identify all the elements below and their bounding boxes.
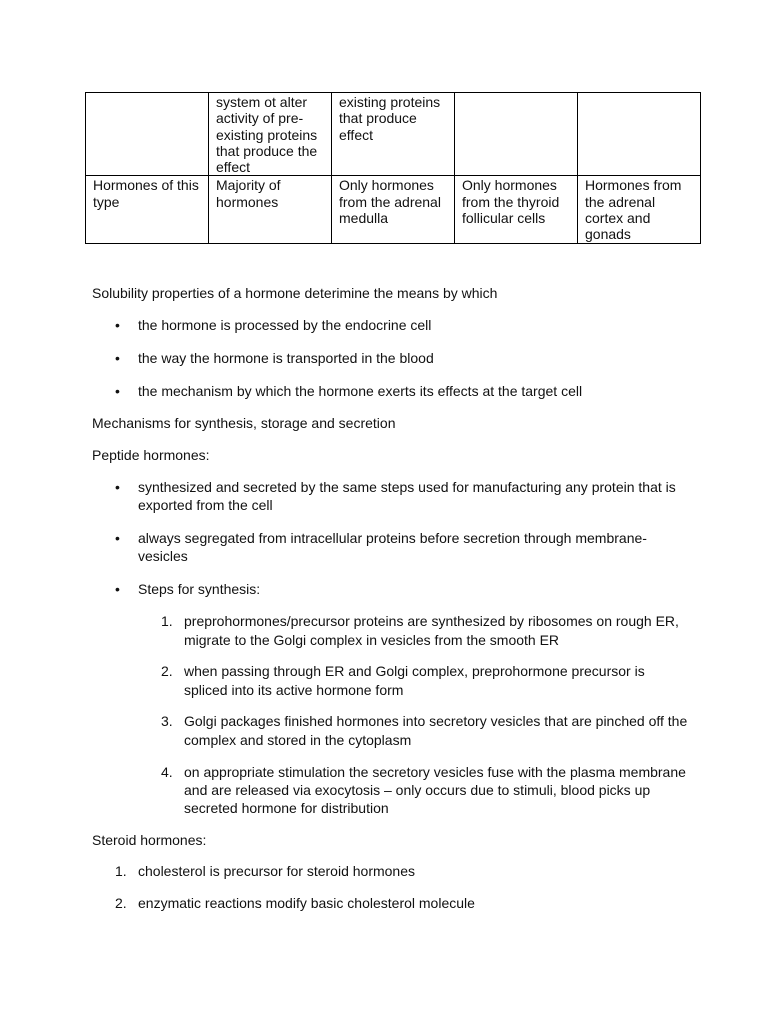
list-item-continuation: vesicles (138, 548, 188, 564)
list-item: the way the hormone is transported in the blood (138, 350, 434, 366)
table-cell: system ot alter activity of pre- existing proteins that produce the effect (209, 93, 332, 176)
list-item: Steps for synthesis: (138, 581, 261, 597)
step-text: when passing through ER and Golgi complex, preprohormone precursor is (184, 663, 645, 679)
list-item: synthesized and secreted by the same steps used for manufacturing any protein that is (138, 479, 676, 495)
bullet-icon: • (115, 530, 120, 546)
step-text: secreted hormone for distribution (184, 800, 389, 816)
bullet-icon: • (115, 350, 120, 366)
step-text: complex and stored in the cytoplasm (184, 732, 412, 748)
list-item: the mechanism by which the hormone exerts its effects at the target cell (138, 383, 583, 399)
step-text: migrate to the Golgi complex in vesicles from the smooth ER (184, 632, 560, 648)
bullet-icon: • (115, 479, 120, 495)
step-number: 2. (161, 663, 173, 679)
bullet-icon: • (115, 581, 120, 597)
step-number: 4. (161, 764, 173, 780)
table-cell: Only hormones from the adrenal medulla (332, 176, 455, 243)
table-cell: Only hormones from the thyroid follicular cells (455, 176, 578, 243)
table-cell (455, 93, 578, 176)
bullet-icon: • (115, 317, 120, 333)
section-heading: Mechanisms for synthesis, storage and secretion (92, 415, 396, 431)
step-text: Golgi packages finished hormones into secretory vesicles that are pinched off the (184, 713, 688, 729)
table-cell: Hormones from the adrenal cortex and gonads (578, 176, 701, 243)
table-cell: existing proteins that produce effect (332, 93, 455, 176)
table-cell (578, 93, 701, 176)
step-text: and are released via exocytosis – only occurs due to stimuli, blood picks up (184, 782, 651, 798)
table-cell: Hormones of this type (86, 176, 209, 243)
step-text: on appropriate stimulation the secretory vesicles fuse with the plasma membrane (184, 764, 686, 780)
step-text: spliced into its active hormone form (184, 682, 404, 698)
step-number: 1. (161, 613, 173, 629)
list-item: the hormone is processed by the endocrine cell (138, 317, 432, 333)
step-number: 1. (115, 863, 127, 879)
step-number: 3. (161, 713, 173, 729)
table-row (86, 176, 701, 243)
hormone-comparison-table (85, 92, 701, 244)
table-cell: Majority of hormones (209, 176, 332, 243)
section-heading: Steroid hormones: (92, 832, 207, 848)
list-item: always segregated from intracellular proteins before secretion through membrane- (138, 530, 647, 546)
bullet-icon: • (115, 383, 120, 399)
list-item: cholesterol is precursor for steroid hormones (138, 863, 416, 879)
list-item-continuation: exported from the cell (138, 497, 273, 513)
step-text: preprohormones/precursor proteins are synthesized by ribosomes on rough ER, (184, 613, 679, 629)
paragraph-text: Solubility properties of a hormone deterimine the means by which (92, 285, 498, 301)
list-item: enzymatic reactions modify basic cholesterol molecule (138, 895, 475, 911)
table-cell (86, 93, 209, 176)
step-number: 2. (115, 895, 127, 911)
section-heading: Peptide hormones: (92, 447, 210, 463)
table-row (86, 93, 701, 176)
